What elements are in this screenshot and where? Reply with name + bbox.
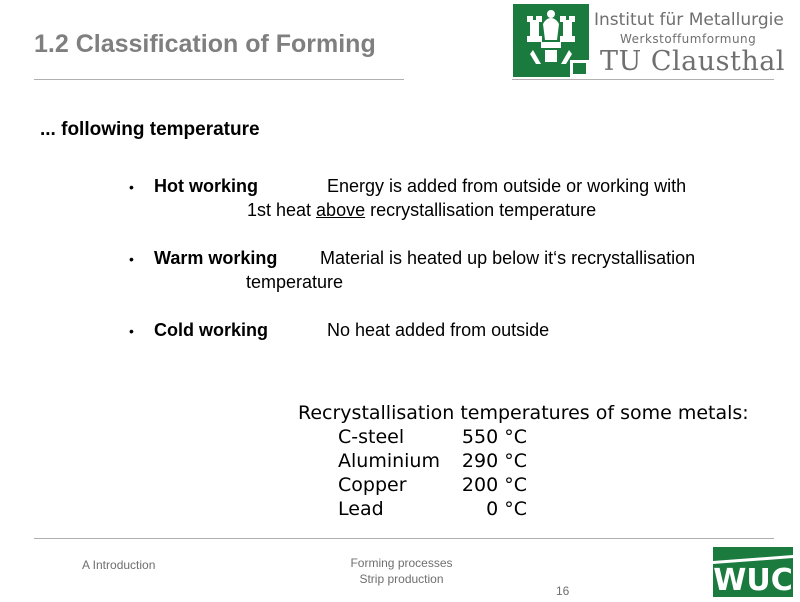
metal-temperature: 200 °C [461,474,527,496]
desc-cold-working-line1: No heat added from outside [327,320,550,340]
desc-hot-working-line2 [247,200,596,221]
section-subheading: ... following temperature [40,119,260,140]
metal-temperature: 550 °C [461,426,527,448]
wuc-logo [713,547,793,597]
metal-row [0,426,800,450]
desc-hot-working-line1: Energy is added from outside or working with [327,176,687,196]
metal-row [0,474,800,498]
desc-warm-working-line2: temperature [246,272,344,292]
footer-topic-line1: Forming processes [350,556,453,570]
title-divider [34,79,404,80]
wuc-logo-text: WUC [713,563,793,597]
bullet-dot-icon: • [129,323,134,339]
crest-corner-inner [573,63,586,74]
page-number: 16 [556,584,570,598]
desc-warm-working-line1: Material is heated up below it‘s recrystallisation [320,248,696,268]
metal-name: Lead [338,498,384,520]
logo-divider [512,79,774,80]
bullet-cold-working [129,320,134,341]
bullet-hot-working [129,176,134,197]
footer-divider [34,538,774,539]
desc-hot-working-line2-post: recrystallisation temperature [365,200,597,220]
department-name: Werkstoffumformung [620,32,757,46]
bullet-dot-icon: • [129,251,134,267]
bullet-warm-working [129,248,134,269]
metal-name: C-steel [338,426,405,448]
footer-topic-line2: Strip production [359,572,444,586]
university-name: TU Clausthal [600,46,785,77]
desc-hot-working-line2-pre: 1st heat [247,200,317,220]
metal-name: Copper [338,474,407,496]
term-hot-working: Hot working [154,176,258,196]
term-cold-working: Cold working [154,320,268,340]
institute-name: Institut für Metallurgie [594,10,784,30]
metal-name: Aluminium [338,450,440,472]
bullet-dot-icon: • [129,179,134,195]
metal-row [0,498,800,522]
term-warm-working: Warm working [154,248,278,268]
recrystallisation-title: Recrystallisation temperatures of some metals: [298,402,749,424]
metal-temperature: 290 °C [461,450,527,472]
emphasis-above: above [316,200,366,220]
slide-title: 1.2 Classification of Forming [34,30,376,58]
metal-temperature: 0 °C [486,498,527,520]
metal-row [0,450,800,474]
footer-section: A Introduction [82,558,156,572]
